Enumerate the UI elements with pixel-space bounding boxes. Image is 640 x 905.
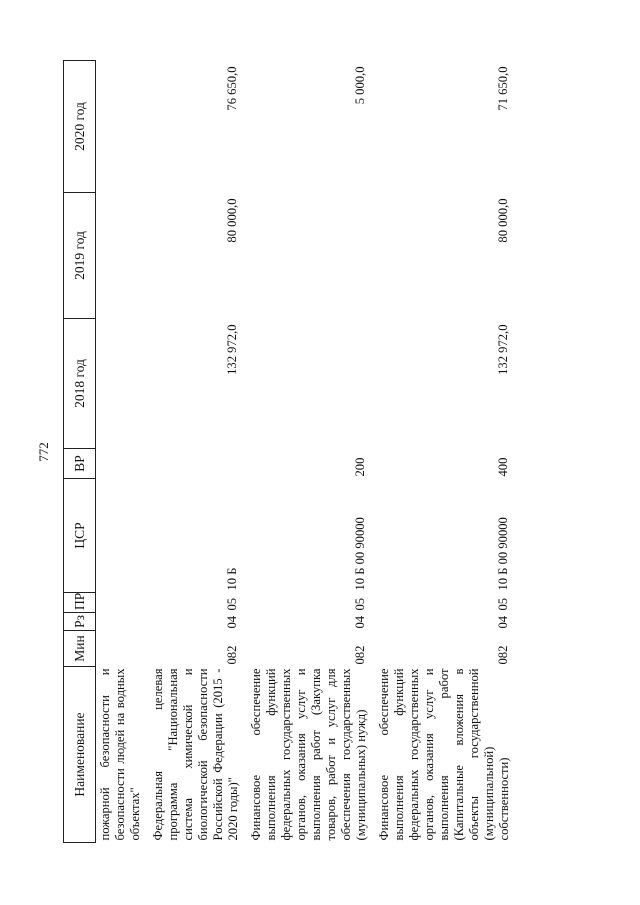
header-2020: 2020 год [64,61,96,193]
header-vr: ВР [64,449,96,479]
table-row [151,61,241,843]
header-min: Мин [64,631,96,667]
page-number: 772 [36,442,51,462]
header-2018: 2018 год [64,319,96,449]
header-pr: ПР [64,593,96,613]
row-2018 [249,319,369,449]
header-2019: 2019 год [64,193,96,319]
continuation-text: пожарной безопасности и безопасности людей на водных объектах" [98,668,142,841]
row-2020: 71 650,0 [496,66,510,111]
header-name: Наименование [64,667,96,843]
budget-table [63,60,512,843]
row-pr: 05 [353,597,367,611]
row-vr: 400 [496,457,510,477]
header-rz: Рз [64,613,96,631]
row-vr [151,449,241,479]
row-pr: 05 [496,597,510,611]
row-pr: 05 [225,597,239,611]
row-csr: 10 Б 00 90000 [496,517,510,591]
table-header-row [64,61,96,843]
row-name: Федеральная целевая программа "Национальная система химической и биологической безопасности Российской Федерации (2015 - 2020 годы)" [151,668,240,841]
row-min: 082 [225,645,239,665]
row-min: 082 [496,645,510,665]
row-vr: 200 [353,457,367,477]
table-row [249,61,369,843]
row-rz: 04 [353,615,367,629]
row-name: Финансовое обеспечение выполнения функций федеральных государственных органов, оказания услуг и выполнения работ (Капитальные вложения в объекты государственной (муниципальной) собственности) [377,668,511,841]
row-rz: 04 [225,615,239,629]
budget-table-rotated [63,61,598,843]
row-2019: 80 000,0 [225,198,239,243]
row-2019: 80 000,0 [496,198,510,243]
row-csr: 10 Б [225,567,239,591]
table-row [377,61,512,843]
header-csr: ЦСР [64,479,96,593]
row-2018: 132 972,0 [225,324,239,375]
row-min: 082 [353,645,367,665]
row-2020: 5 000,0 [353,66,367,105]
row-2018: 132 972,0 [496,324,510,375]
row-2020: 76 650,0 [225,66,239,111]
table-row-continuation [96,61,144,843]
row-csr: 10 Б 00 90000 [353,517,367,591]
row-2019 [249,193,369,319]
row-name: Финансовое обеспечение выполнения функций федеральных государственных органов, оказания услуг и выполнения работ (Закупка товаров, работ и услуг для обеспечения государственных (муниципальных) нужд) [249,668,368,841]
row-rz: 04 [496,615,510,629]
